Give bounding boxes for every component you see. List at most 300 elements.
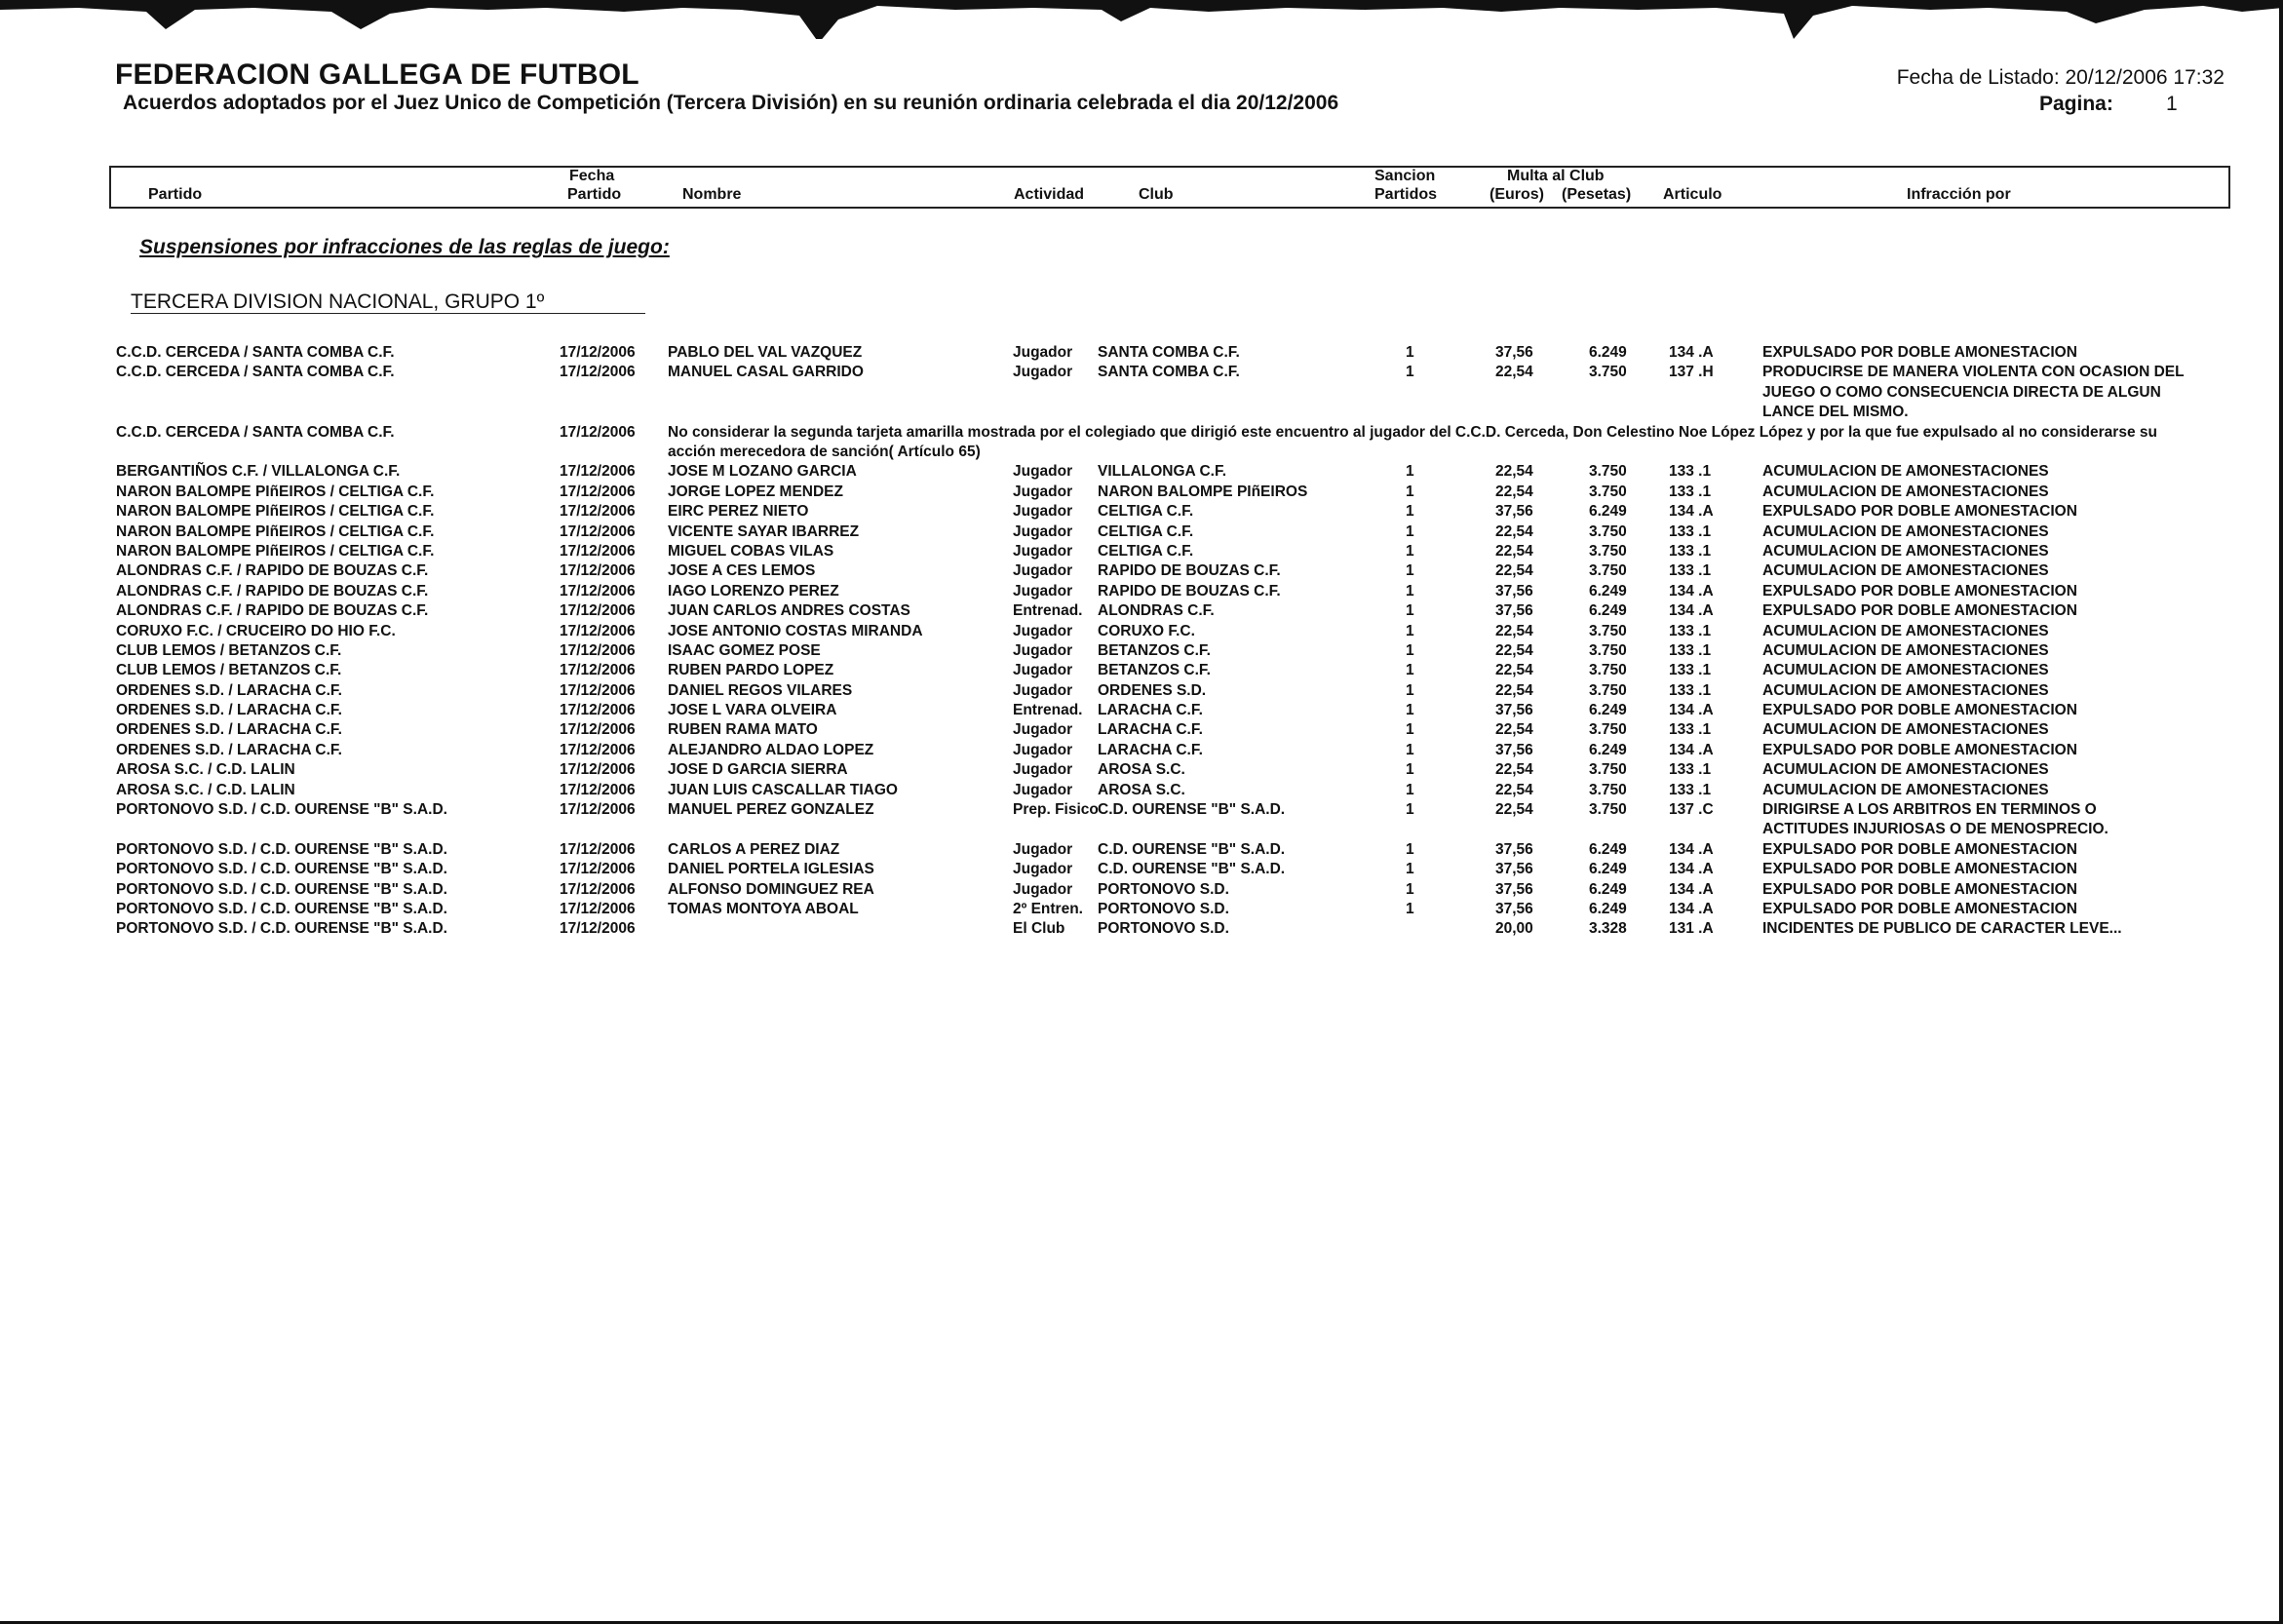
cell-partido: PORTONOVO S.D. / C.D. OURENSE "B" S.A.D. [116,880,447,898]
table-row [0,582,2283,601]
cell-articulo: 134 .A [1669,840,1714,858]
cell-actividad: Jugador [1013,662,1073,679]
cell-partido: NARON BALOMPE PIñEIROS / CELTIGA C.F. [116,503,435,521]
cell-articulo: 134 .A [1669,702,1714,719]
report-subtitle: Acuerdos adoptados por el Juez Unico de Competición (Tercera División) en su reunión ordinaria celebrada el dia 20/12/2006 [123,92,1339,114]
cell-infraccion: EXPULSADO POR DOBLE AMONESTACION [1762,861,2077,878]
cell-fecha: 17/12/2006 [560,582,636,599]
cell-sancion: 1 [1406,641,1414,659]
col-actividad: Actividad [1014,186,1085,203]
cell-articulo: 134 .A [1669,344,1714,361]
cell-pesetas: 6.249 [1589,582,1627,599]
cell-infraccion: EXPULSADO POR DOBLE AMONESTACION [1762,840,2077,858]
cell-articulo: 133 .1 [1669,542,1712,560]
cell-fecha: 17/12/2006 [560,622,636,639]
cell-articulo: 133 .1 [1669,622,1712,639]
cell-actividad: Entrenad. [1013,602,1083,620]
table-row [0,840,2283,860]
cell-partido: C.C.D. CERCEDA / SANTA COMBA C.F. [116,364,395,381]
cell-sancion: 1 [1406,622,1414,639]
table-row [0,363,2283,422]
cell-club: ORDENES S.D. [1098,681,1207,699]
cell-pesetas: 6.249 [1589,741,1627,758]
cell-pesetas: 3.750 [1589,463,1627,481]
cell-sancion: 1 [1406,681,1414,699]
cell-fecha: 17/12/2006 [560,562,636,580]
cell-pesetas: 3.750 [1589,761,1627,779]
cell-nombre: JOSE M LOZANO GARCIA [668,463,857,481]
table-row [0,423,2283,463]
cell-infraccion: ACUMULACION DE AMONESTACIONES [1762,463,2049,481]
table-row [0,502,2283,522]
cell-infraccion: ACTITUDES INJURIOSAS O DE MENOSPRECIO. [1762,821,2109,838]
cell-fecha: 17/12/2006 [560,840,636,858]
table-row [0,462,2283,482]
table-row [0,701,2283,720]
cell-nombre: RUBEN RAMA MATO [668,721,818,739]
cell-pesetas: 3.750 [1589,662,1627,679]
cell-sancion: 1 [1406,761,1414,779]
cell-partido: NARON BALOMPE PIñEIROS / CELTIGA C.F. [116,483,435,500]
cell-nombre: PABLO DEL VAL VAZQUEZ [668,344,863,361]
cell-infraccion: ACUMULACION DE AMONESTACIONES [1762,562,2049,580]
cell-euros: 22,54 [1495,562,1533,580]
cell-pesetas: 3.328 [1589,920,1627,938]
cell-infraccion: EXPULSADO POR DOBLE AMONESTACION [1762,344,2077,361]
cell-euros: 22,54 [1495,721,1533,739]
cell-infraccion: ACUMULACION DE AMONESTACIONES [1762,681,2049,699]
cell-partido: NARON BALOMPE PIñEIROS / CELTIGA C.F. [116,522,435,540]
cell-club: BETANZOS C.F. [1098,641,1211,659]
cell-fecha: 17/12/2006 [560,344,636,361]
listing-date: Fecha de Listado: 20/12/2006 17:32 [1896,66,2225,89]
cell-nombre: MANUEL PEREZ GONZALEZ [668,801,874,819]
cell-euros: 37,56 [1495,861,1533,878]
cell-pesetas: 6.249 [1589,344,1627,361]
cell-fecha: 17/12/2006 [560,602,636,620]
cell-sancion: 1 [1406,721,1414,739]
cell-club: C.D. OURENSE "B" S.A.D. [1098,801,1286,819]
cell-partido: ALONDRAS C.F. / RAPIDO DE BOUZAS C.F. [116,582,429,599]
sanctions-table [0,343,2283,940]
cell-euros: 22,54 [1495,662,1533,679]
cell-partido: ORDENES S.D. / LARACHA C.F. [116,741,342,758]
cell-articulo: 133 .1 [1669,781,1712,798]
cell-fecha: 17/12/2006 [560,503,636,521]
cell-fecha: 17/12/2006 [560,364,636,381]
cell-articulo: 133 .1 [1669,761,1712,779]
cell-partido: PORTONOVO S.D. / C.D. OURENSE "B" S.A.D. [116,840,447,858]
cell-club: CELTIGA C.F. [1098,503,1194,521]
cell-infraccion: ACUMULACION DE AMONESTACIONES [1762,483,2049,500]
cell-club: C.D. OURENSE "B" S.A.D. [1098,840,1286,858]
cell-articulo: 134 .A [1669,503,1714,521]
cell-sancion: 1 [1406,880,1414,898]
col-fecha-top: Fecha [569,168,615,184]
cell-nombre: JUAN LUIS CASCALLAR TIAGO [668,781,898,798]
cell-infraccion: JUEGO O COMO CONSECUENCIA DIRECTA DE ALGUN [1762,383,2161,401]
cell-euros: 22,54 [1495,364,1533,381]
cell-euros: 22,54 [1495,761,1533,779]
table-row [0,681,2283,701]
cell-infraccion: ACUMULACION DE AMONESTACIONES [1762,522,2049,540]
cell-pesetas: 3.750 [1589,542,1627,560]
cell-fecha: 17/12/2006 [560,781,636,798]
cell-club: LARACHA C.F. [1098,741,1203,758]
cell-actividad: Jugador [1013,880,1073,898]
cell-infraccion: ACUMULACION DE AMONESTACIONES [1762,641,2049,659]
table-row [0,561,2283,581]
cell-infraccion: DIRIGIRSE A LOS ARBITROS EN TERMINOS O [1762,801,2097,819]
cell-infraccion: EXPULSADO POR DOBLE AMONESTACION [1762,602,2077,620]
cell-sancion: 1 [1406,364,1414,381]
col-euros: (Euros) [1490,186,1544,203]
cell-nombre: DANIEL REGOS VILARES [668,681,853,699]
cell-euros: 37,56 [1495,602,1533,620]
torn-paper-edge [0,0,2283,39]
cell-pesetas: 3.750 [1589,641,1627,659]
cell-actividad: Jugador [1013,681,1073,699]
table-row [0,522,2283,542]
cell-actividad: Jugador [1013,344,1073,361]
cell-infraccion: EXPULSADO POR DOBLE AMONESTACION [1762,880,2077,898]
cell-actividad: Jugador [1013,641,1073,659]
col-partido: Partido [148,186,203,203]
cell-infraccion: EXPULSADO POR DOBLE AMONESTACION [1762,702,2077,719]
cell-nombre: VICENTE SAYAR IBARREZ [668,522,860,540]
cell-sancion: 1 [1406,483,1414,500]
cell-pesetas: 6.249 [1589,880,1627,898]
cell-club: ALONDRAS C.F. [1098,602,1215,620]
cell-euros: 37,56 [1495,741,1533,758]
cell-club: C.D. OURENSE "B" S.A.D. [1098,861,1286,878]
division-underline [131,313,645,314]
cell-euros: 22,54 [1495,542,1533,560]
cell-infraccion: INCIDENTES DE PUBLICO DE CARACTER LEVE... [1762,920,2122,938]
cell-infraccion: ACUMULACION DE AMONESTACIONES [1762,761,2049,779]
cell-fecha: 17/12/2006 [560,702,636,719]
cell-actividad: 2º Entren. [1013,900,1083,917]
cell-actividad: Jugador [1013,463,1073,481]
cell-euros: 22,54 [1495,781,1533,798]
cell-club: CELTIGA C.F. [1098,522,1194,540]
cell-euros: 22,54 [1495,622,1533,639]
cell-articulo: 133 .1 [1669,562,1712,580]
cell-articulo: 137 .H [1669,364,1714,381]
cell-infraccion: PRODUCIRSE DE MANERA VIOLENTA CON OCASION DEL [1762,364,2185,381]
col-articulo: Articulo [1663,186,1722,203]
cell-articulo: 133 .1 [1669,662,1712,679]
table-row [0,741,2283,760]
cell-pesetas: 3.750 [1589,562,1627,580]
table-row [0,483,2283,502]
table-row [0,760,2283,780]
cell-euros: 37,56 [1495,344,1533,361]
cell-nombre: JOSE A CES LEMOS [668,562,816,580]
cell-partido: PORTONOVO S.D. / C.D. OURENSE "B" S.A.D. [116,801,447,819]
cell-euros: 22,54 [1495,641,1533,659]
cell-nombre: ALFONSO DOMINGUEZ REA [668,880,874,898]
cell-partido: AROSA S.C. / C.D. LALIN [116,761,295,779]
cell-club: PORTONOVO S.D. [1098,920,1229,938]
cell-sancion: 1 [1406,522,1414,540]
cell-actividad: Jugador [1013,622,1073,639]
cell-infraccion: EXPULSADO POR DOBLE AMONESTACION [1762,741,2077,758]
cell-actividad: Jugador [1013,562,1073,580]
col-sancion-top: Sancion [1374,168,1436,184]
table-row [0,641,2283,661]
cell-partido: ORDENES S.D. / LARACHA C.F. [116,721,342,739]
cell-partido: PORTONOVO S.D. / C.D. OURENSE "B" S.A.D. [116,900,447,917]
cell-articulo: 133 .1 [1669,641,1712,659]
page-label: Pagina: [2039,93,2113,115]
cell-sancion: 1 [1406,861,1414,878]
cell-actividad: Jugador [1013,781,1073,798]
cell-nombre: JORGE LOPEZ MENDEZ [668,483,843,500]
cell-actividad: Jugador [1013,761,1073,779]
cell-sancion: 1 [1406,741,1414,758]
cell-partido: PORTONOVO S.D. / C.D. OURENSE "B" S.A.D. [116,920,447,938]
cell-nombre: CARLOS A PEREZ DIAZ [668,840,840,858]
col-fecha-bottom: Partido [567,186,622,203]
cell-fecha: 17/12/2006 [560,721,636,739]
cell-actividad: Jugador [1013,840,1073,858]
cell-actividad: Jugador [1013,582,1073,599]
cell-club: SANTA COMBA C.F. [1098,364,1240,381]
cell-partido: PORTONOVO S.D. / C.D. OURENSE "B" S.A.D. [116,861,447,878]
cell-articulo: 134 .A [1669,582,1714,599]
cell-nombre: DANIEL PORTELA IGLESIAS [668,861,874,878]
cell-partido: ALONDRAS C.F. / RAPIDO DE BOUZAS C.F. [116,602,429,620]
cell-pesetas: 3.750 [1589,622,1627,639]
cell-actividad: Jugador [1013,503,1073,521]
cell-pesetas: 3.750 [1589,801,1627,819]
cell-nombre: RUBEN PARDO LOPEZ [668,662,834,679]
cell-club: AROSA S.C. [1098,761,1185,779]
cell-actividad: Jugador [1013,364,1073,381]
cell-actividad: Jugador [1013,522,1073,540]
table-row [0,601,2283,621]
cell-euros: 22,54 [1495,681,1533,699]
cell-euros: 37,56 [1495,702,1533,719]
cell-pesetas: 6.249 [1589,602,1627,620]
division-title: TERCERA DIVISION NACIONAL, GRUPO 1º [131,290,545,313]
table-row [0,720,2283,740]
cell-club: LARACHA C.F. [1098,702,1203,719]
cell-nombre: ISAAC GOMEZ POSE [668,641,821,659]
cell-club: SANTA COMBA C.F. [1098,344,1240,361]
cell-infraccion: ACUMULACION DE AMONESTACIONES [1762,662,2049,679]
cell-fecha: 17/12/2006 [560,861,636,878]
cell-nombre: JOSE L VARA OLVEIRA [668,702,837,719]
table-row [0,880,2283,900]
cell-fecha: 17/12/2006 [560,741,636,758]
cell-actividad: Entrenad. [1013,702,1083,719]
cell-note: No considerar la segunda tarjeta amarilla mostrada por el colegiado que dirigió este encuentro al jugador del C.C.D. Cerceda, Don Celestino Noe López López y por la que fue expulsado al no considerarse su acción merecedora de sanción( Artículo 65) [668,423,2157,460]
cell-infraccion: EXPULSADO POR DOBLE AMONESTACION [1762,582,2077,599]
cell-euros: 22,54 [1495,483,1533,500]
cell-pesetas: 3.750 [1589,781,1627,798]
cell-nombre: JUAN CARLOS ANDRES COSTAS [668,602,910,620]
col-multa-top: Multa al Club [1507,168,1605,184]
cell-actividad: Jugador [1013,721,1073,739]
cell-pesetas: 3.750 [1589,364,1627,381]
cell-club: PORTONOVO S.D. [1098,900,1229,917]
cell-euros: 37,56 [1495,840,1533,858]
cell-pesetas: 6.249 [1589,503,1627,521]
table-row [0,661,2283,680]
cell-sancion: 1 [1406,542,1414,560]
cell-club: CELTIGA C.F. [1098,542,1194,560]
cell-sancion: 1 [1406,840,1414,858]
cell-actividad: El Club [1013,920,1065,938]
table-row [0,860,2283,879]
cell-articulo: 134 .A [1669,602,1714,620]
cell-sancion: 1 [1406,463,1414,481]
cell-club: VILLALONGA C.F. [1098,463,1227,481]
cell-infraccion: ACUMULACION DE AMONESTACIONES [1762,781,2049,798]
cell-sancion: 1 [1406,503,1414,521]
cell-fecha: 17/12/2006 [560,463,636,481]
table-row [0,900,2283,919]
cell-fecha: 17/12/2006 [560,681,636,699]
cell-euros: 37,56 [1495,880,1533,898]
cell-club: PORTONOVO S.D. [1098,880,1229,898]
cell-fecha: 17/12/2006 [560,641,636,659]
cell-sancion: 1 [1406,582,1414,599]
cell-articulo: 134 .A [1669,741,1714,758]
cell-fecha: 17/12/2006 [560,483,636,500]
table-row [0,919,2283,939]
cell-fecha: 17/12/2006 [560,542,636,560]
cell-sancion: 1 [1406,344,1414,361]
cell-articulo: 133 .1 [1669,483,1712,500]
col-infraccion: Infracción por [1907,186,2011,203]
table-row [0,622,2283,641]
cell-partido: CORUXO F.C. / CRUCEIRO DO HIO F.C. [116,622,396,639]
cell-nombre: ALEJANDRO ALDAO LOPEZ [668,741,874,758]
cell-club: AROSA S.C. [1098,781,1185,798]
cell-partido: C.C.D. CERCEDA / SANTA COMBA C.F. [116,423,395,441]
column-header-box [109,166,2230,209]
cell-articulo: 133 .1 [1669,463,1712,481]
cell-club: RAPIDO DE BOUZAS C.F. [1098,582,1281,599]
cell-articulo: 133 .1 [1669,721,1712,739]
cell-articulo: 137 .C [1669,801,1714,819]
table-row [0,343,2283,363]
cell-partido: CLUB LEMOS / BETANZOS C.F. [116,662,342,679]
cell-nombre: IAGO LORENZO PEREZ [668,582,839,599]
cell-actividad: Jugador [1013,741,1073,758]
cell-euros: 20,00 [1495,920,1533,938]
cell-fecha: 17/12/2006 [560,522,636,540]
cell-infraccion: ACUMULACION DE AMONESTACIONES [1762,622,2049,639]
col-club: Club [1139,186,1174,203]
cell-euros: 37,56 [1495,582,1533,599]
table-row [0,800,2283,840]
cell-nombre: TOMAS MONTOYA ABOAL [668,900,859,917]
cell-partido: ALONDRAS C.F. / RAPIDO DE BOUZAS C.F. [116,562,429,580]
cell-actividad: Prep. Fisico [1013,801,1099,819]
table-row [0,542,2283,561]
cell-partido: ORDENES S.D. / LARACHA C.F. [116,702,342,719]
cell-partido: BERGANTIÑOS C.F. / VILLALONGA C.F. [116,463,401,481]
cell-fecha: 17/12/2006 [560,801,636,819]
cell-fecha: 17/12/2006 [560,662,636,679]
cell-pesetas: 3.750 [1589,721,1627,739]
cell-sancion: 1 [1406,602,1414,620]
cell-nombre: MIGUEL COBAS VILAS [668,542,834,560]
cell-sancion: 1 [1406,801,1414,819]
cell-euros: 22,54 [1495,522,1533,540]
table-row [0,781,2283,800]
cell-infraccion: ACUMULACION DE AMONESTACIONES [1762,721,2049,739]
cell-pesetas: 6.249 [1589,900,1627,917]
cell-pesetas: 3.750 [1589,522,1627,540]
cell-sancion: 1 [1406,900,1414,917]
cell-articulo: 131 .A [1669,920,1714,938]
cell-sancion: 1 [1406,562,1414,580]
cell-infraccion: LANCE DEL MISMO. [1762,404,1909,421]
cell-nombre: JOSE D GARCIA SIERRA [668,761,848,779]
cell-fecha: 17/12/2006 [560,880,636,898]
cell-sancion: 1 [1406,662,1414,679]
cell-articulo: 134 .A [1669,880,1714,898]
page-number: 1 [2166,93,2178,115]
cell-nombre: EIRC PEREZ NIETO [668,503,809,521]
cell-pesetas: 6.249 [1589,840,1627,858]
cell-pesetas: 3.750 [1589,681,1627,699]
cell-fecha: 17/12/2006 [560,761,636,779]
cell-infraccion: EXPULSADO POR DOBLE AMONESTACION [1762,503,2077,521]
cell-articulo: 134 .A [1669,861,1714,878]
cell-euros: 37,56 [1495,900,1533,917]
cell-euros: 22,54 [1495,801,1533,819]
cell-partido: NARON BALOMPE PIñEIROS / CELTIGA C.F. [116,542,435,560]
cell-partido: ORDENES S.D. / LARACHA C.F. [116,681,342,699]
cell-infraccion: EXPULSADO POR DOBLE AMONESTACION [1762,900,2077,917]
col-nombre: Nombre [682,186,742,203]
cell-partido: AROSA S.C. / C.D. LALIN [116,781,295,798]
cell-partido: CLUB LEMOS / BETANZOS C.F. [116,641,342,659]
cell-club: NARON BALOMPE PIñEIROS [1098,483,1308,500]
cell-club: CORUXO F.C. [1098,622,1195,639]
cell-infraccion: ACUMULACION DE AMONESTACIONES [1762,542,2049,560]
cell-euros: 22,54 [1495,463,1533,481]
cell-actividad: Jugador [1013,861,1073,878]
cell-fecha: 17/12/2006 [560,920,636,938]
section-title: Suspensiones por infracciones de las reglas de juego: [139,236,670,258]
col-pesetas: (Pesetas) [1562,186,1632,203]
cell-fecha: 17/12/2006 [560,423,636,441]
cell-nombre: MANUEL CASAL GARRIDO [668,364,864,381]
cell-pesetas: 6.249 [1589,702,1627,719]
cell-partido: C.C.D. CERCEDA / SANTA COMBA C.F. [116,344,395,361]
cell-euros: 37,56 [1495,503,1533,521]
cell-articulo: 133 .1 [1669,522,1712,540]
cell-club: LARACHA C.F. [1098,721,1203,739]
cell-articulo: 133 .1 [1669,681,1712,699]
cell-articulo: 134 .A [1669,900,1714,917]
cell-club: RAPIDO DE BOUZAS C.F. [1098,562,1281,580]
col-sancion-bottom: Partidos [1374,186,1438,203]
cell-actividad: Jugador [1013,542,1073,560]
federation-title: FEDERACION GALLEGA DE FUTBOL [115,58,639,91]
cell-actividad: Jugador [1013,483,1073,500]
cell-club: BETANZOS C.F. [1098,662,1211,679]
cell-nombre: JOSE ANTONIO COSTAS MIRANDA [668,622,923,639]
cell-pesetas: 6.249 [1589,861,1627,878]
